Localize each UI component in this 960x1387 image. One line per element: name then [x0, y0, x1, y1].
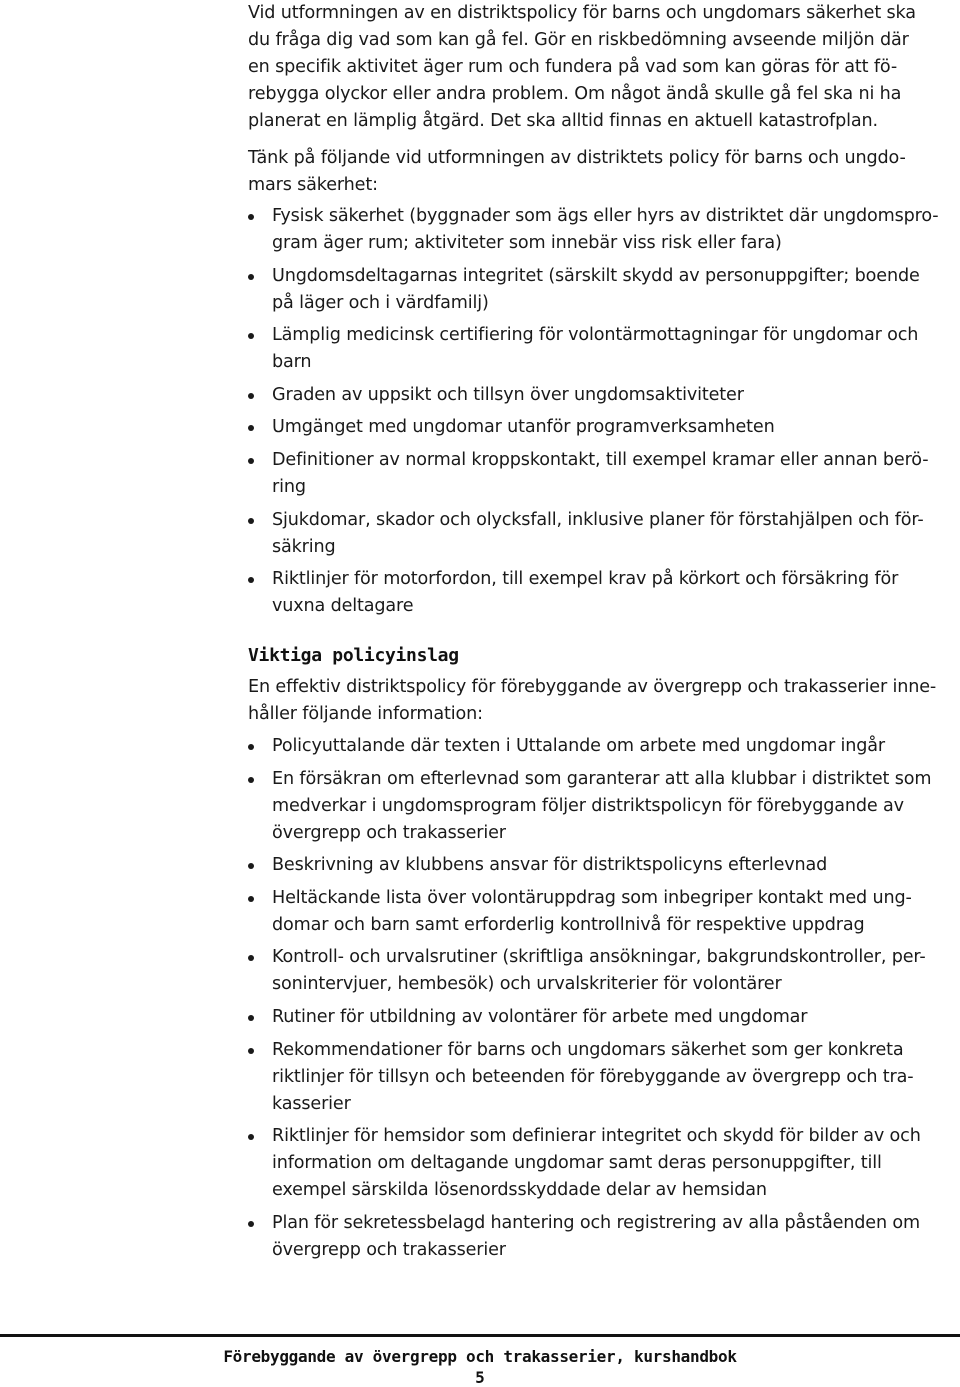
list-item — [248, 1210, 953, 1264]
list-item — [248, 1004, 953, 1031]
list-item-line: Umgänget med ungdomar utanför programverksamheten — [272, 417, 775, 438]
list-item-line: Rekommendationer för barns och ungdomars säkerhet som ger konkreta — [272, 1039, 904, 1060]
list-item-line: Beskrivning av klubbens ansvar för distriktspolicyns efterlevnad — [272, 855, 828, 876]
list-item-line: Fysisk säkerhet (byggnader som ägs eller hyrs av distriktet där ungdomspro- — [272, 206, 939, 226]
list-item-line: Sjukdomar, skador och olycksfall, inklusive planer för förstahjälpen och för- — [272, 509, 924, 530]
list-item — [248, 944, 953, 998]
list-item — [248, 852, 953, 879]
list-item-line: Definitioner av normal kroppskontakt, till exempel kramar eller annan berö- — [272, 449, 929, 470]
list-item-line: Rutiner för utbildning av volontärer för arbete med ungdomar — [272, 1006, 808, 1027]
footer-divider — [0, 1334, 960, 1337]
list-item-line: ring — [272, 476, 306, 497]
intro-paragraph — [248, 0, 953, 135]
list-item-line: Plan för sekretessbelagd hantering och registrering av alla påståenden om — [272, 1212, 920, 1233]
list-item — [248, 507, 953, 561]
policy-intro-line: En effektiv distriktspolicy för förebyggande av övergrepp och trakasserier inne- — [248, 677, 937, 697]
list-item — [248, 1037, 953, 1118]
list-item — [248, 1123, 953, 1204]
list-item-line: information om deltagande ungdomar samt deras personuppgifter, till — [272, 1153, 882, 1174]
intro-line: Vid utformningen av en distriktspolicy för barns och ungdomars säkerhet ska — [248, 3, 916, 23]
intro-line: planerat en lämplig åtgärd. Det ska alltid finnas en aktuell katastrofplan. — [248, 111, 878, 131]
list-item-line: riktlinjer för tillsyn och beteenden för förebyggande av övergrepp och tra- — [272, 1066, 914, 1087]
list-item — [248, 414, 953, 441]
list-item-line: Ungdomsdeltagarnas integritet (särskilt skydd av personuppgifter; boende — [272, 265, 920, 286]
list-item-line: Heltäckande lista över volontäruppdrag som inbegriper kontakt med ung- — [272, 887, 912, 908]
list-item-line: medverkar i ungdomsprogram följer distriktspolicyn för förebyggande av — [272, 795, 904, 816]
list-item-line: Policyuttalande där texten i Uttalande om arbete med ungdomar ingår — [272, 736, 886, 756]
list-item-line: Riktlinjer för hemsidor som definierar integritet och skydd för bilder av och — [272, 1126, 921, 1147]
list-item — [248, 203, 953, 257]
footer-title: Förebyggande av övergrepp och trakasserier, kurshandbok — [223, 1347, 737, 1366]
policy-intro-paragraph — [248, 674, 953, 728]
list-item-line: kasserier — [272, 1093, 351, 1114]
list-item-line: gram äger rum; aktiviteter som innebär viss risk eller fara) — [272, 233, 782, 253]
list-item-line: Riktlinjer för motorfordon, till exempel krav på körkort och försäkring för — [272, 569, 899, 590]
think-line: Tänk på följande vid utformningen av distriktets policy för barns och ungdo- — [248, 148, 906, 168]
intro-line: rebygga olyckor eller andra problem. Om något ändå skulle gå fel ska ni ha — [248, 84, 902, 104]
list-item-line: Lämplig medicinsk certifiering för volontärmottagningar för ungdomar och — [272, 325, 919, 346]
safety-list — [248, 203, 953, 626]
list-item-line: sonintervjuer, hembesök) och urvalskriterier för volontärer — [272, 974, 782, 995]
list-item-line: övergrepp och trakasserier — [272, 822, 506, 843]
list-item-line: övergrepp och trakasserier — [272, 1239, 506, 1260]
list-item — [248, 566, 953, 620]
list-item-line: säkring — [272, 536, 336, 557]
page-number: 5 — [475, 1368, 485, 1387]
list-item-line: Graden av uppsikt och tillsyn över ungdomsaktiviteter — [272, 384, 744, 405]
list-item-line: på läger och i värdfamilj) — [272, 292, 489, 313]
list-item-line: En försäkran om efterlevnad som garanterar att alla klubbar i distriktet som — [272, 768, 932, 789]
intro-line: en specifik aktivitet äger rum och fundera på vad som kan göras för att fö- — [248, 57, 898, 77]
policy-intro-line: håller följande information: — [248, 704, 483, 724]
think-line: mars säkerhet: — [248, 175, 378, 195]
section-heading: Viktiga policyinslag — [248, 645, 459, 666]
list-item-line: domar och barn samt erforderlig kontrollnivå för respektive uppdrag — [272, 914, 865, 935]
list-item-line: vuxna deltagare — [272, 596, 414, 617]
list-item-line: Kontroll- och urvalsrutiner (skriftliga ansökningar, bakgrundskontroller, per- — [272, 947, 926, 968]
intro-line: du fråga dig vad som kan gå fel. Gör en riskbedömning avseende miljön där — [248, 30, 909, 50]
list-item — [248, 766, 953, 847]
list-item — [248, 322, 953, 376]
list-item — [248, 382, 953, 409]
list-item — [248, 447, 953, 501]
think-paragraph — [248, 145, 953, 199]
policy-list — [248, 733, 953, 1269]
list-item — [248, 733, 953, 760]
list-item — [248, 885, 953, 939]
list-item-line: barn — [272, 352, 312, 373]
list-item — [248, 263, 953, 317]
list-item-line: exempel särskilda lösenordsskyddade delar av hemsidan — [272, 1180, 767, 1201]
